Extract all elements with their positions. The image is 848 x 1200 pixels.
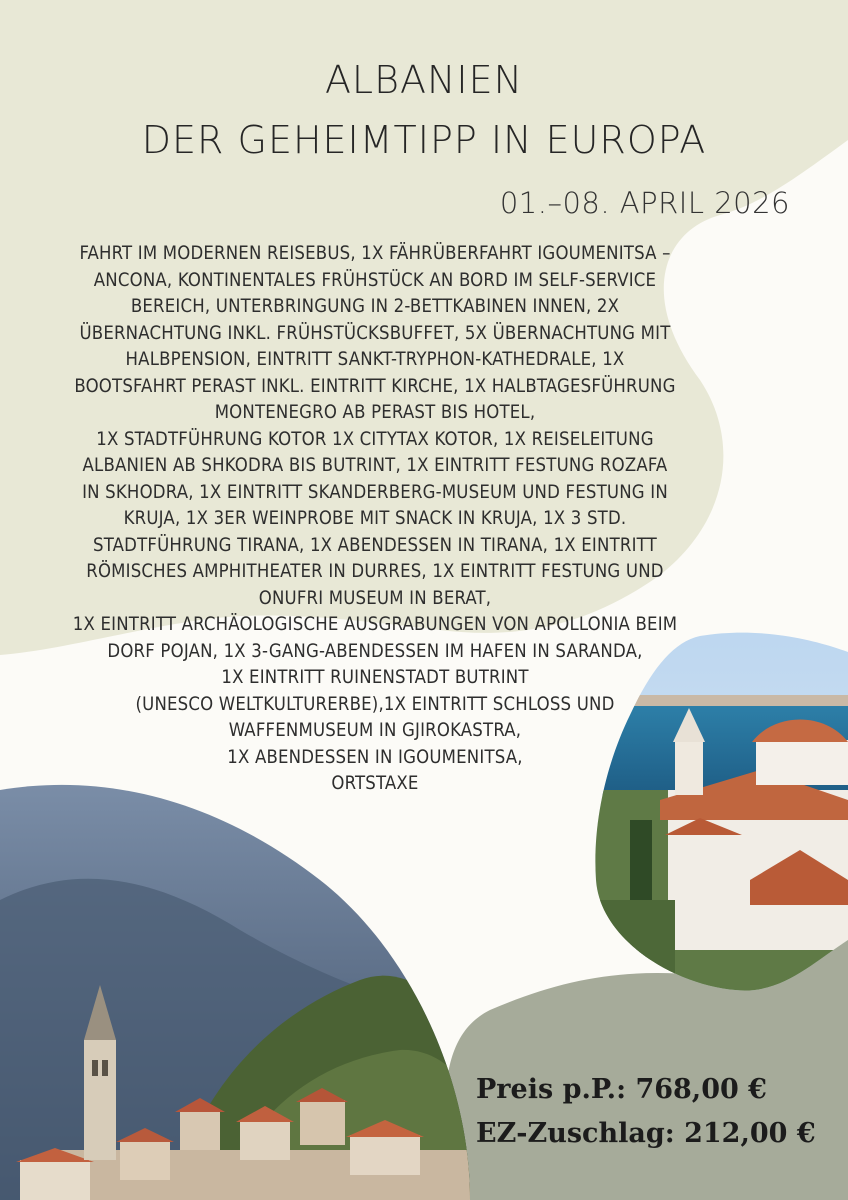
description-line: RÖMISCHES AMPHITHEATER IN DURRES, 1X EINTRITT FESTUNG UND xyxy=(86,561,664,582)
description-line: 1X EINTRITT ARCHÄOLOGISCHE AUSGRABUNGEN VON APOLLONIA BEIM xyxy=(72,614,678,635)
single-room-surcharge: EZ-Zuschlag: 212,00 € xyxy=(476,1118,816,1149)
title-line-2: DER GEHEIMTIPP IN EUROPA xyxy=(141,118,707,162)
description-line: ANCONA, KONTINENTALES FRÜHSTÜCK AN BORD IM SELF-SERVICE xyxy=(93,269,657,291)
description-line: FAHRT IM MODERNEN REISEBUS, 1X FÄHRÜBERFAHRT IGOUMENITSA – xyxy=(79,243,671,264)
description-line: 1X EINTRITT RUINENSTADT BUTRINT xyxy=(221,667,529,688)
description-line: ORTSTAXE xyxy=(331,773,419,794)
description-line: STADTFÜHRUNG TIRANA, 1X ABENDESSEN IN TIRANA, 1X EINTRITT xyxy=(93,534,657,556)
itinerary-description xyxy=(30,241,720,798)
description-line: IN SKHODRA, 1X EINTRITT SKANDERBERG-MUSEUM UND FESTUNG IN xyxy=(82,481,668,503)
description-line: DORF POJAN, 1X 3-GANG-ABENDESSEN IM HAFEN IN SARANDA, xyxy=(107,640,643,662)
description-line: 1X STADTFÜHRUNG KOTOR 1X CITYTAX KOTOR, 1X REISELEITUNG xyxy=(96,428,654,450)
description-line: ÜBERNACHTUNG INKL. FRÜHSTÜCKSBUFFET, 5X ÜBERNACHTUNG MIT xyxy=(79,322,671,344)
perast-photo xyxy=(0,780,480,1200)
description-line: KRUJA, 1X 3ER WEINPROBE MIT SNACK IN KRUJA, 1X 3 STD. xyxy=(123,508,627,529)
description-line: BOOTSFAHRT PERAST INKL. EINTRITT KIRCHE, 1X HALBTAGESFÜHRUNG xyxy=(74,375,676,397)
description-line: MONTENEGRO AB PERAST BIS HOTEL, xyxy=(214,402,536,423)
description-line: (UNESCO WELTKULTURERBE),1X EINTRITT SCHLOSS UND xyxy=(135,693,615,715)
price-per-person: Preis p.P.: 768,00 € xyxy=(476,1074,767,1105)
description-line: HALBPENSION, EINTRITT SANKT-TRYPHON-KATHEDRALE, 1X xyxy=(125,349,625,370)
description-line: BEREICH, UNTERBRINGUNG IN 2-BETTKABINEN INNEN, 2X xyxy=(130,296,620,317)
title-line-1: ALBANIEN xyxy=(324,58,524,102)
description-line: 1X ABENDESSEN IN IGOUMENITSA, xyxy=(227,746,523,768)
description-line: WAFFENMUSEUM IN GJIROKASTRA, xyxy=(228,720,522,741)
travel-date: 01.–08. APRIL 2026 xyxy=(499,186,790,220)
description-line: ALBANIEN AB SHKODRA BIS BUTRINT, 1X EINTRITT FESTUNG ROZAFA xyxy=(82,455,668,476)
description-line: ONUFRI MUSEUM IN BERAT, xyxy=(258,587,492,609)
